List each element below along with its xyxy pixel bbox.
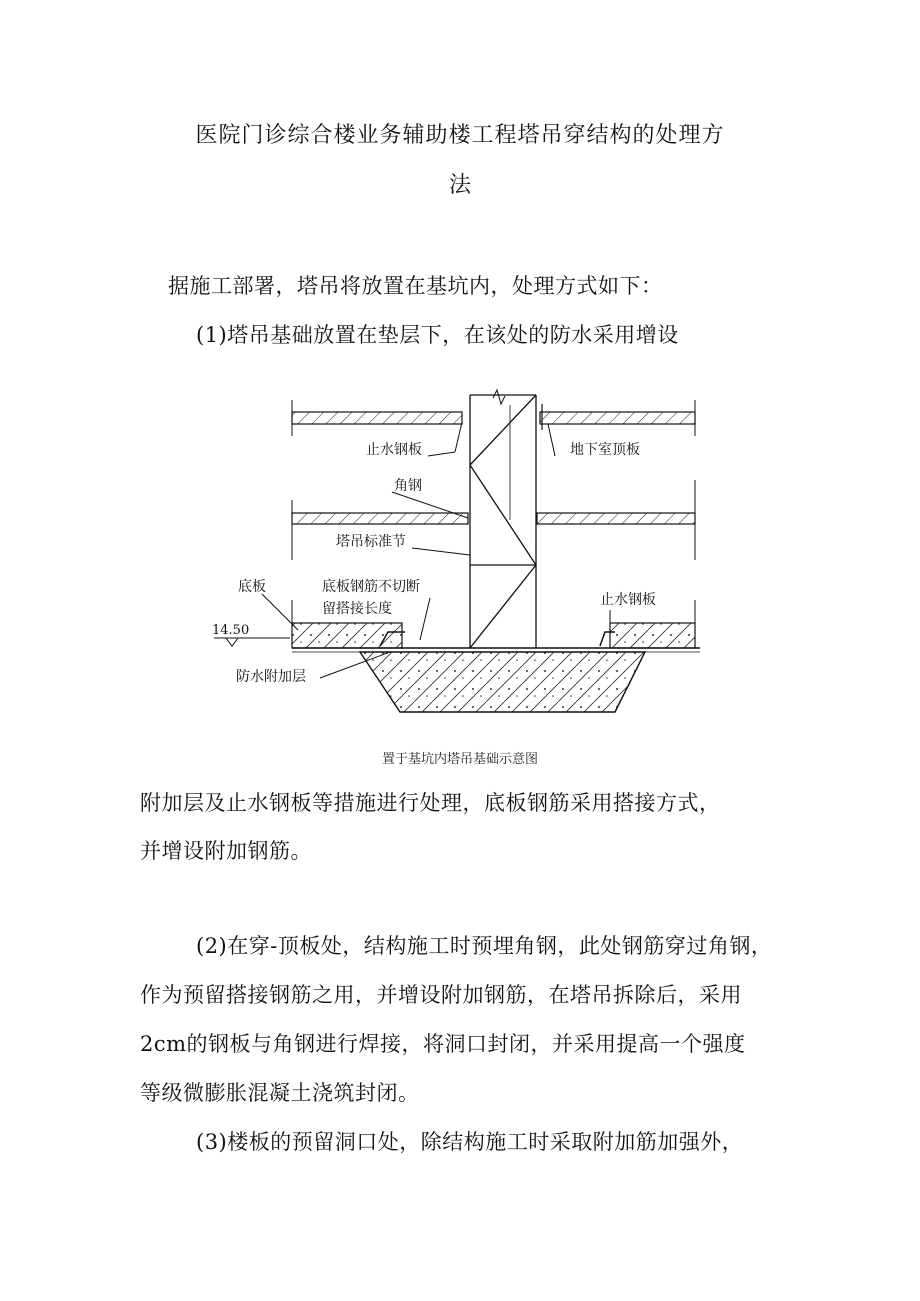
figure-caption: 置于基坑内塔吊基础示意图 — [381, 752, 538, 767]
paragraph-item-1-end: 并增设附加钢筋。 — [140, 839, 312, 863]
leader-basement-roof — [548, 424, 555, 456]
leader-base-slab — [262, 594, 298, 630]
elevation-marker — [214, 638, 290, 646]
paragraph-item-3-line-1: (3)楼板的预留洞口处，除结构施工时采取附加筋加强外， — [196, 1130, 744, 1154]
label-waterstop-left: 止水钢板 — [366, 442, 422, 458]
tower-crane-mast — [470, 390, 536, 648]
label-waterstop-right: 止水钢板 — [600, 592, 656, 608]
paragraph-item-2-line-2: 作为预留搭接钢筋之用，并增设附加钢筋，在塔吊拆除后，采用 — [140, 983, 742, 1007]
leader-waterstop-left-h — [428, 452, 455, 456]
top-slab-right — [540, 400, 695, 436]
paragraph-item-2-line-3: 2cm的钢板与角钢进行焊接，将洞口封闭，并采用提高一个强度 — [140, 1032, 746, 1056]
paragraph-item-1-continued: 附加层及止水钢板等措施进行处理，底板钢筋采用搭接方式， — [140, 791, 721, 815]
leader-tower-section — [412, 548, 470, 555]
top-slab-left — [292, 400, 462, 436]
label-elevation: 14.50 — [212, 623, 250, 638]
paragraph-item-2-line-4: 等级微膨胀混凝土浇筑封闭。 — [140, 1081, 420, 1105]
label-tower-section: 塔吊标准节 — [336, 534, 406, 550]
document-title-line-1: 医院门诊综合楼业务辅助楼工程塔吊穿结构的处理方 — [195, 123, 725, 148]
crane-foundation-block — [360, 652, 645, 712]
label-waterproof-layer: 防水附加层 — [236, 669, 306, 685]
leader-waterstop-left — [455, 422, 462, 452]
leader-rebar-note — [420, 598, 430, 640]
paragraph-item-2-line-1: (2)在穿-顶板处，结构施工时预埋角钢，此处钢筋穿过角钢， — [196, 934, 773, 958]
tower-crane-foundation-diagram — [200, 385, 720, 725]
paragraph-item-1-start: (1)塔吊基础放置在垫层下，在该处的防水采用增设 — [196, 323, 679, 347]
label-rebar-note-2: 留搭接长度 — [322, 601, 392, 617]
document-title-line-2: 法 — [448, 173, 471, 198]
label-rebar-note-1: 底板钢筋不切断 — [322, 579, 420, 595]
label-basement-roof: 地下室顶板 — [570, 442, 640, 458]
paragraph-intro: 据施工部署，塔吊将放置在基坑内，处理方式如下： — [168, 274, 663, 298]
label-angle-steel: 角钢 — [394, 478, 422, 494]
middle-slab-right — [537, 480, 695, 560]
label-base-slab: 底板 — [238, 579, 266, 595]
